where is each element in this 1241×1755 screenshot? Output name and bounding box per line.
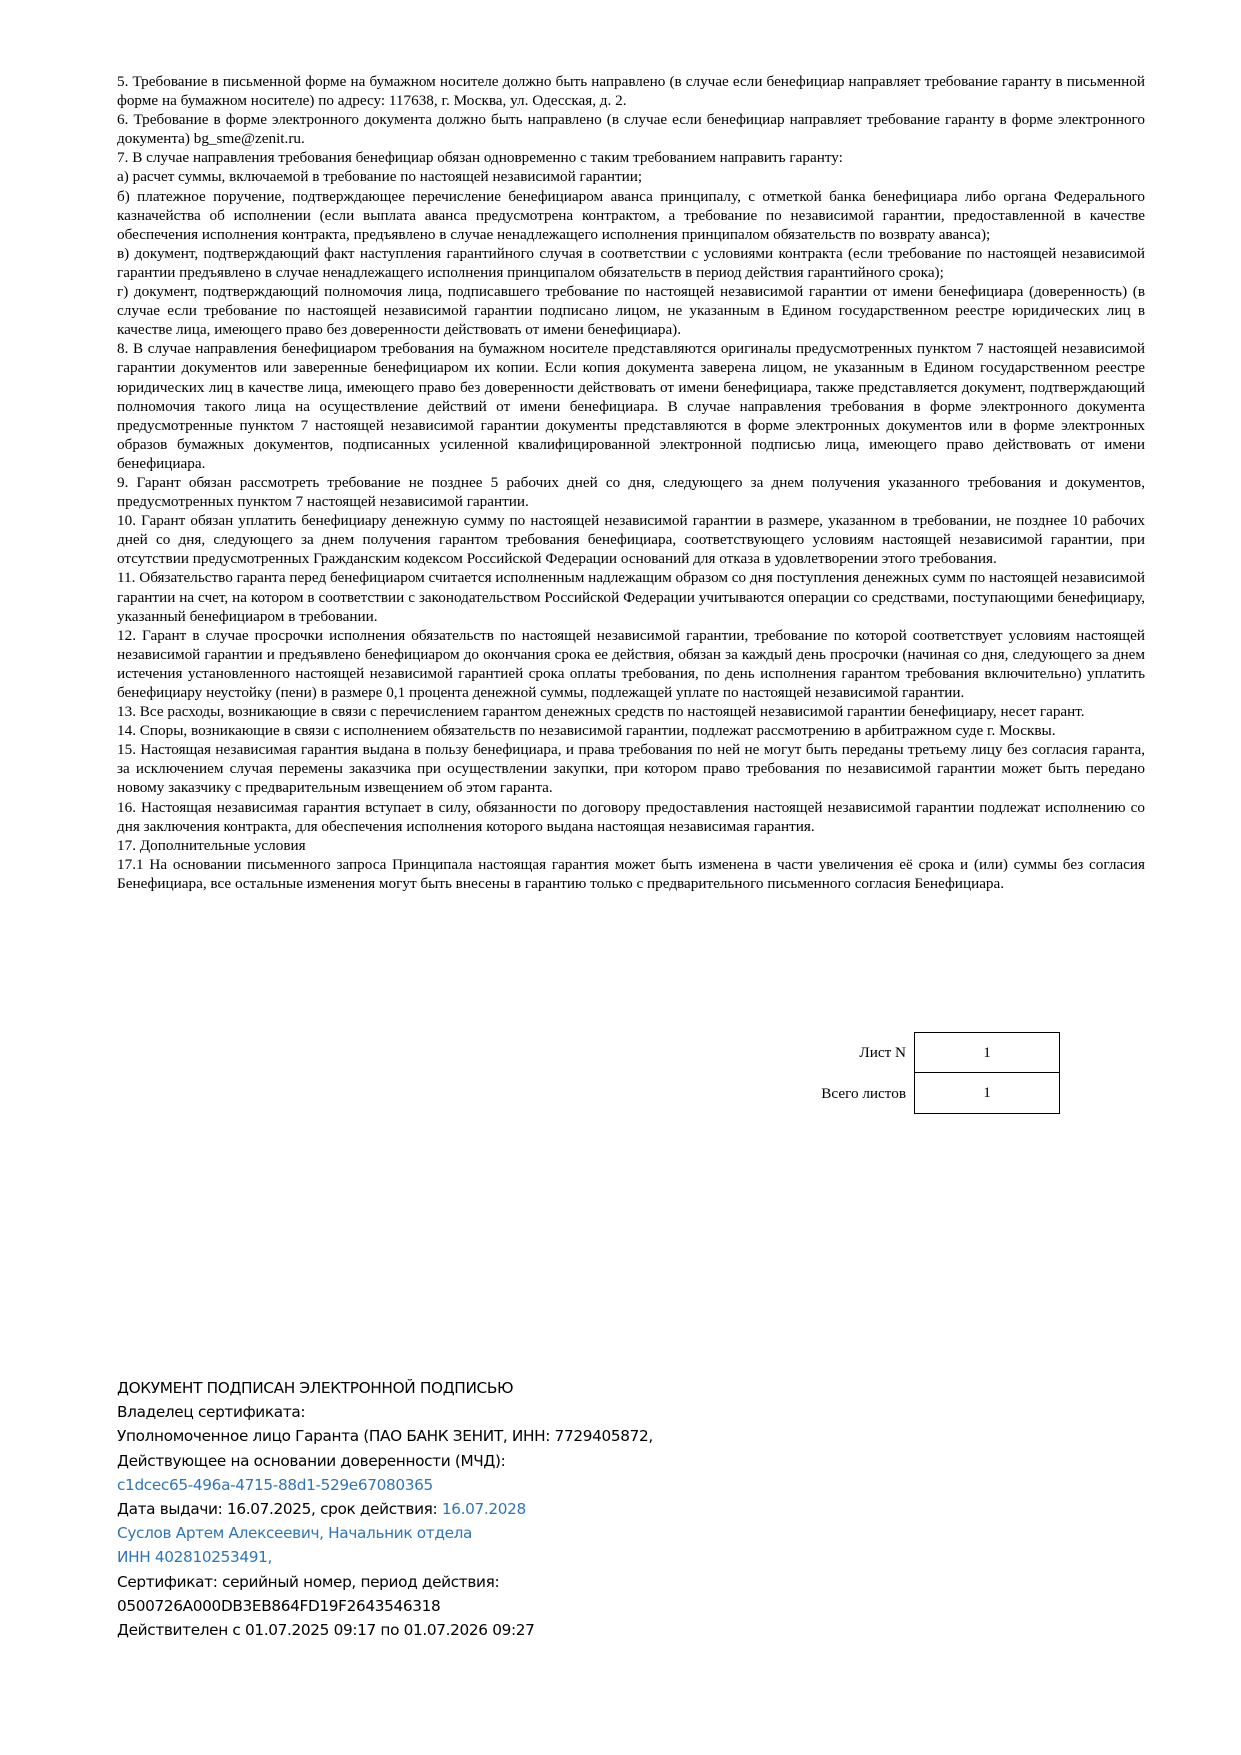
signature-heading: ДОКУМЕНТ ПОДПИСАН ЭЛЕКТРОННОЙ ПОДПИСЬЮ	[117, 1379, 514, 1397]
sheet-number-row	[780, 1032, 1060, 1073]
paragraph-7g: г) документ, подтверждающий полномочия лица, подписавшего требование по настоящей независимой гарантии от имени бенефициара (доверенность) (в случае если требование по настоящей независимой гарантии подписано лицом, не указанным в Едином государственном реестре юридических лиц в качестве лица, имеющего право без доверенности действовать от имени бенефициара).	[117, 283, 1145, 339]
paragraph-5: 5. Требование в письменной форме на бумажном носителе должно быть направлено (в случае если бенефициар направляет требование гаранту в письменной форме на бумажном носителе) по адресу: 117638, г. Москва, ул. Одесская, д. 2.	[117, 73, 1145, 110]
signer-inn: ИНН 402810253491,	[117, 1548, 273, 1567]
certificate-serial: 0500726A000DB3EB864FD19F2643546318	[117, 1596, 441, 1615]
guarantee-terms-text	[117, 72, 1145, 893]
paragraph-12: 12. Гарант в случае просрочки исполнения обязательств по настоящей независимой гарантии, требование по которой соответствует условиям настоящей независимой гарантии и предъявлено бенефициаром до окончания срока ее действия, обязан за каждый день просрочки (начиная со дня, следующего за днем истечения установленного настоящей независимой гарантией срока оплаты требования, по день исполнения гарантом требования включительно) уплатить бенефициару неустойку (пени) в размере 0,1 процента денежной суммы, подлежащей уплате по настоящей независимой гарантии.	[117, 626, 1145, 701]
paragraph-8: 8. В случае направления бенефициаром требования на бумажном носителе представляются оригиналы предусмотренных пунктом 7 настоящей независимой гарантии документов или заверенные бенефициаром их копии. Если копия документа заверена лицом, не указанным в Едином государственном реестре юридических лиц в качестве лица, имеющего право без доверенности действовать от имени бенефициара, также представляется документ, подтверждающий полномочия такого лица на осуществление действий от имени бенефициара. В случае направления требования в форме электронного документа предусмотренные пунктом 7 настоящей независимой гарантии документы представляются в форме электронных документов или в форме электронных образов бумажных документов, подписанных усиленной квалифицированной электронной подписью лица, имеющего право действовать от имени бенефициара.	[117, 340, 1145, 472]
total-sheets-row	[780, 1073, 1060, 1114]
power-of-attorney-label: Действующее на основании доверенности (МЧД):	[117, 1451, 506, 1470]
paragraph-17: 17. Дополнительные условия	[117, 836, 306, 854]
certificate-label: Сертификат: серийный номер, период действия:	[117, 1572, 500, 1591]
sheet-number-value: 1	[914, 1032, 1060, 1073]
paragraph-13: 13. Все расходы, возникающие в связи с перечислением гарантом денежных средств по настоящей независимой гарантии бенефициару, несет гарант.	[117, 703, 1085, 721]
certificate-owner-label: Владелец сертификата:	[117, 1403, 306, 1422]
paragraph-7a: а) расчет суммы, включаемой в требование по настоящей независимой гарантии;	[117, 168, 643, 186]
sheet-number-label: Лист N	[859, 1044, 906, 1061]
issue-date-line	[117, 1497, 653, 1521]
paragraph-7: 7. В случае направления требования бенефициар обязан одновременно с таким требованием направить гаранту:	[117, 149, 843, 167]
paragraph-16: 16. Настоящая независимая гарантия вступает в силу, обязанности по договору предоставления настоящей независимой гарантии подлежат исполнению со дня заключения контракта, для обеспечения исполнения которого выдана настоящая независимая гарантия.	[117, 798, 1145, 835]
paragraph-15: 15. Настоящая независимая гарантия выдана в пользу бенефициара, и права требования по ней не могут быть переданы третьему лицу без согласия гаранта, за исключением случая перемены заказчика при осуществлении закупки, при котором право требования по независимой гарантии может быть передано новому заказчику с предварительным извещением об этом гаранта.	[117, 741, 1145, 797]
sheet-count-table	[780, 1032, 1060, 1114]
total-sheets-value: 1	[914, 1073, 1060, 1114]
paragraph-6: 6. Требование в форме электронного документа должно быть направлено (в случае если бенефициар направляет требование гаранту в форме электронного документа) bg_sme@zenit.ru.	[117, 111, 1145, 148]
paragraph-17-1: 17.1 На основании письменного запроса Принципала настоящая гарантия может быть изменена в части увеличения её срока и (или) суммы без согласия Бенефициара, все остальные изменения могут быть внесены в гарантию только с предварительного письменного согласия Бенефициара.	[117, 855, 1145, 892]
power-of-attorney-id: c1dcec65-496a-4715-88d1-529e67080365	[117, 1475, 433, 1494]
certificate-owner-org: Уполномоченное лицо Гаранта (ПАО БАНК ЗЕНИТ, ИНН: 7729405872,	[117, 1427, 653, 1446]
issue-date-label: Дата выдачи: 16.07.2025, срок действия:	[117, 1500, 442, 1519]
expiry-date: 16.07.2028	[441, 1500, 526, 1519]
paragraph-9: 9. Гарант обязан рассмотреть требование не позднее 5 рабочих дней со дня, следующего за днем получения указанного требования и документов, предусмотренных пунктом 7 настоящей независимой гарантии.	[117, 473, 1145, 511]
electronic-signature-block	[117, 1376, 653, 1642]
paragraph-11: 11. Обязательство гаранта перед бенефициаром считается исполненным надлежащим образом со дня поступления денежных сумм по настоящей независимой гарантии на счет, на котором в соответствии с законодательством Российской Федерации учитываются операции со средствами, поступающими бенефициару, указанный бенефициаром в требовании.	[117, 569, 1145, 625]
paragraph-14: 14. Споры, возникающие в связи с исполнением обязательств по независимой гарантии, подлежат рассмотрению в арбитражном суде г. Москвы.	[117, 722, 1056, 740]
paragraph-7b: б) платежное поручение, подтверждающее перечисление бенефициаром аванса принципалу, с отметкой банка бенефициара либо органа Федерального казначейства об исполнении (если выплата аванса предусмотрена контрактом, а требование по независимой гарантии, предоставленной в качестве обеспечения исполнения контракта, предъявлено в случае ненадлежащего исполнения принципалом обязательств по возврату аванса);	[117, 187, 1145, 243]
paragraph-10: 10. Гарант обязан уплатить бенефициару денежную сумму по настоящей независимой гарантии в размере, указанном в требовании, не позднее 10 рабочих дней со дня, следующего за днем получения гарантом требования бенефициара, соответствующего условиям настоящей независимой гарантии, при отсутствии предусмотренных Гражданским кодексом Российской Федерации оснований для отказа в удовлетворении этого требования.	[117, 512, 1145, 568]
paragraph-7v: в) документ, подтверждающий факт наступления гарантийного случая в соответствии с условиями контракта (если требование по настоящей независимой гарантии предъявлено в случае ненадлежащего исполнения принципалом обязательств в период действия гарантийного срока);	[117, 244, 1145, 281]
signer-name: Суслов Артем Алексеевич, Начальник отдела	[117, 1524, 473, 1543]
certificate-validity: Действителен с 01.07.2025 09:17 по 01.07.2026 09:27	[117, 1621, 535, 1640]
total-sheets-label: Всего листов	[821, 1085, 906, 1102]
